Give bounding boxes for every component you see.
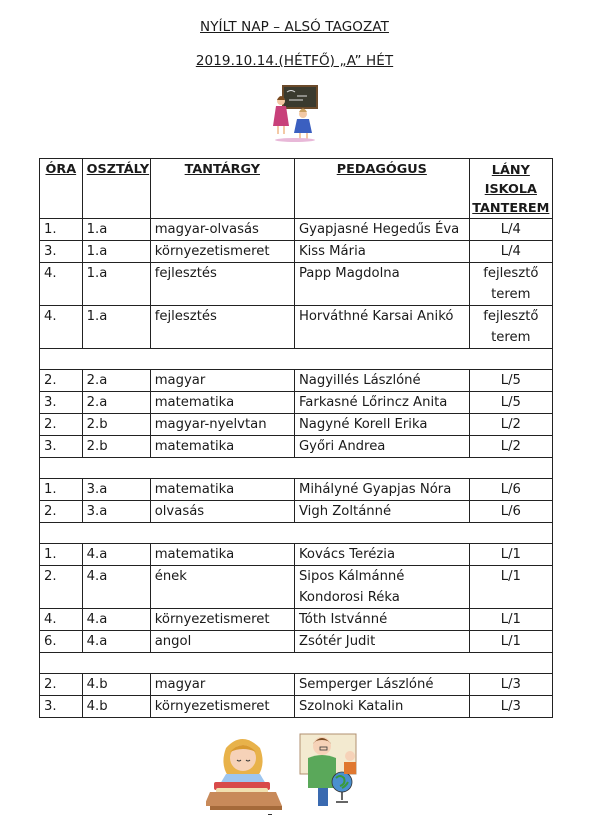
cell-tantargy: matematika	[150, 436, 294, 458]
table-row	[40, 544, 553, 566]
terem-line: L/2	[500, 439, 521, 454]
cell-pedagogus	[294, 479, 469, 501]
cell-osztaly: 4.a	[82, 566, 150, 609]
cell-terem	[469, 392, 552, 414]
cell-terem	[469, 436, 552, 458]
pedagogus-line: Vigh Zoltánné	[298, 504, 392, 519]
terem-line: L/5	[500, 395, 521, 410]
table-row	[40, 370, 553, 392]
pedagogus-line: Papp Magdolna	[298, 266, 400, 281]
cell-pedagogus	[294, 631, 469, 653]
table-body	[40, 219, 553, 718]
separator-row	[40, 653, 553, 674]
table-row	[40, 219, 553, 241]
cell-terem	[469, 696, 552, 718]
schedule-table	[39, 158, 553, 718]
cell-tantargy: magyar	[150, 674, 294, 696]
cell-pedagogus	[294, 306, 469, 349]
terem-line: L/2	[500, 417, 521, 432]
cell-tantargy: olvasás	[150, 501, 294, 523]
cell-tantargy: ének	[150, 566, 294, 609]
terem-line: L/5	[500, 373, 521, 388]
page-title: NYÍLT NAP – ALSÓ TAGOZAT	[200, 19, 389, 35]
cell-osztaly: 4.a	[82, 544, 150, 566]
terem-line: fejlesztő	[483, 309, 539, 324]
cell-ora: 4.	[40, 263, 83, 306]
table-row	[40, 306, 553, 349]
cell-ora: 1.	[40, 219, 83, 241]
pedagogus-line: Farkasné Lőrincz Anita	[298, 395, 448, 410]
terem-line: terem	[491, 330, 531, 345]
pedagogus-line: Kondorosi Réka	[298, 590, 400, 605]
cell-tantargy: környezetismeret	[150, 696, 294, 718]
cell-osztaly: 3.a	[82, 501, 150, 523]
cell-terem	[469, 674, 552, 696]
header-terem-line: TANTEREM	[472, 201, 550, 216]
pedagogus-line: Nagyillés Lászlóné	[298, 373, 421, 388]
cell-pedagogus	[294, 566, 469, 609]
terem-line: fejlesztő	[483, 266, 539, 281]
pedagogus-line: Kovács Terézia	[298, 547, 396, 562]
table-row	[40, 263, 553, 306]
header-osztaly: OSZTÁLY	[82, 159, 150, 219]
table-row	[40, 566, 553, 609]
terem-line: L/1	[500, 634, 521, 649]
cell-osztaly: 2.a	[82, 392, 150, 414]
terem-line: L/4	[500, 222, 521, 237]
cell-tantargy: magyar-olvasás	[150, 219, 294, 241]
separator-cell	[40, 349, 553, 370]
header-terem-line: LÁNY	[491, 163, 530, 178]
table-row	[40, 436, 553, 458]
cell-tantargy: matematika	[150, 479, 294, 501]
cell-osztaly: 4.b	[82, 674, 150, 696]
header-terem	[469, 159, 552, 219]
table-row	[40, 414, 553, 436]
cell-pedagogus	[294, 414, 469, 436]
cell-terem	[469, 479, 552, 501]
header-terem-line: ISKOLA	[484, 182, 537, 197]
cell-osztaly: 3.a	[82, 479, 150, 501]
pedagogus-line: Győri Andrea	[298, 439, 386, 454]
terem-line: L/3	[500, 699, 521, 714]
pedagogus-line: Kiss Mária	[298, 244, 366, 259]
cell-ora: 4.	[40, 609, 83, 631]
cell-ora: 1.	[40, 479, 83, 501]
cell-pedagogus	[294, 696, 469, 718]
cell-osztaly: 1.a	[82, 306, 150, 349]
cell-pedagogus	[294, 436, 469, 458]
cell-terem	[469, 631, 552, 653]
separator-row	[40, 458, 553, 479]
terem-line: terem	[491, 287, 531, 302]
cell-terem	[469, 414, 552, 436]
cell-ora: 3.	[40, 436, 83, 458]
cell-ora: 2.	[40, 674, 83, 696]
cell-ora: 6.	[40, 631, 83, 653]
separator-cell	[40, 523, 553, 544]
cell-osztaly: 4.b	[82, 696, 150, 718]
separator-row	[40, 349, 553, 370]
cell-tantargy: környezetismeret	[150, 609, 294, 631]
cell-tantargy: magyar-nyelvtan	[150, 414, 294, 436]
terem-line: L/1	[500, 547, 521, 562]
cell-pedagogus	[294, 544, 469, 566]
header-pedagogus: PEDAGÓGUS	[294, 159, 469, 219]
separator-row	[40, 523, 553, 544]
table-row	[40, 241, 553, 263]
cell-pedagogus	[294, 241, 469, 263]
teacher-at-blackboard-clipart	[273, 84, 321, 142]
girl-reading-book-clipart	[206, 730, 284, 812]
cell-tantargy: magyar	[150, 370, 294, 392]
cell-osztaly: 4.a	[82, 609, 150, 631]
cell-ora: 3.	[40, 392, 83, 414]
separator-cell	[40, 458, 553, 479]
pedagogus-line: Zsótér Judit	[298, 634, 376, 649]
teacher-with-globe-clipart	[298, 730, 360, 810]
terem-line: L/1	[500, 612, 521, 627]
cell-terem	[469, 544, 552, 566]
pedagogus-line: Mihályné Gyapjas Nóra	[298, 482, 452, 497]
cell-terem	[469, 370, 552, 392]
cell-osztaly: 2.b	[82, 436, 150, 458]
table-row	[40, 392, 553, 414]
cell-terem	[469, 241, 552, 263]
cell-osztaly: 4.a	[82, 631, 150, 653]
pedagogus-line: Horváthné Karsai Anikó	[298, 309, 454, 324]
pedagogus-line: Nagyné Korell Erika	[298, 417, 428, 432]
terem-line: L/1	[500, 569, 521, 584]
cell-terem	[469, 566, 552, 609]
cell-ora: 2.	[40, 566, 83, 609]
cell-tantargy: matematika	[150, 392, 294, 414]
cell-ora: 3.	[40, 696, 83, 718]
page-mark	[268, 814, 272, 815]
separator-cell	[40, 653, 553, 674]
cell-osztaly: 2.a	[82, 370, 150, 392]
cell-pedagogus	[294, 674, 469, 696]
table-header-row	[40, 159, 553, 219]
table-row	[40, 609, 553, 631]
cell-ora: 2.	[40, 414, 83, 436]
cell-terem	[469, 219, 552, 241]
table-row	[40, 501, 553, 523]
cell-osztaly: 1.a	[82, 241, 150, 263]
date-line: 2019.10.14.(HÉTFŐ) „A” HÉT	[195, 53, 394, 69]
terem-line: L/3	[500, 677, 521, 692]
cell-tantargy: fejlesztés	[150, 306, 294, 349]
pedagogus-line: Gyapjasné Hegedűs Éva	[298, 222, 460, 237]
table-row	[40, 479, 553, 501]
cell-pedagogus	[294, 392, 469, 414]
terem-line: L/6	[500, 504, 521, 519]
cell-terem	[469, 306, 552, 349]
table-row	[40, 631, 553, 653]
cell-osztaly: 1.a	[82, 263, 150, 306]
cell-pedagogus	[294, 219, 469, 241]
table-row	[40, 696, 553, 718]
pedagogus-line: Szolnoki Katalin	[298, 699, 404, 714]
cell-ora: 1.	[40, 544, 83, 566]
header-tantargy: TANTÁRGY	[150, 159, 294, 219]
pedagogus-line: Tóth Istvánné	[298, 612, 388, 627]
terem-line: L/6	[500, 482, 521, 497]
cell-pedagogus	[294, 263, 469, 306]
pedagogus-line: Semperger Lászlóné	[298, 677, 434, 692]
cell-tantargy: angol	[150, 631, 294, 653]
cell-terem	[469, 609, 552, 631]
cell-ora: 2.	[40, 370, 83, 392]
cell-pedagogus	[294, 501, 469, 523]
cell-ora: 3.	[40, 241, 83, 263]
cell-terem	[469, 501, 552, 523]
cell-terem	[469, 263, 552, 306]
pedagogus-line: Sipos Kálmánné	[298, 569, 405, 584]
cell-osztaly: 2.b	[82, 414, 150, 436]
table-row	[40, 674, 553, 696]
cell-pedagogus	[294, 370, 469, 392]
cell-ora: 4.	[40, 306, 83, 349]
cell-osztaly: 1.a	[82, 219, 150, 241]
header-ora: ÓRA	[40, 159, 83, 219]
cell-pedagogus	[294, 609, 469, 631]
cell-ora: 2.	[40, 501, 83, 523]
terem-line: L/4	[500, 244, 521, 259]
cell-tantargy: környezetismeret	[150, 241, 294, 263]
cell-tantargy: fejlesztés	[150, 263, 294, 306]
cell-tantargy: matematika	[150, 544, 294, 566]
